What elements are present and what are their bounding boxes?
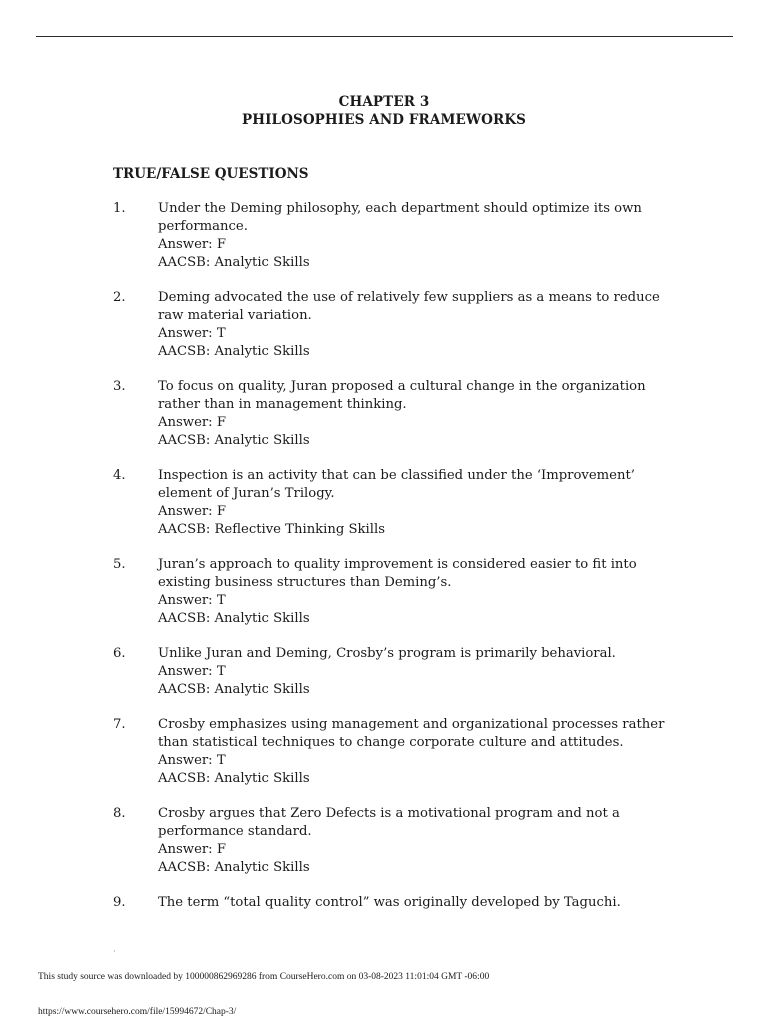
question-aacsb: AACSB: Reflective Thinking Skills — [158, 522, 385, 537]
question-number: 6. — [113, 646, 126, 661]
chapter-title: PHILOSOPHIES AND FRAMEWORKS — [242, 112, 526, 128]
question-list — [113, 200, 673, 929]
question-item — [113, 467, 673, 539]
question-number: 2. — [113, 290, 126, 305]
question-number: 5. — [113, 557, 126, 572]
question-answer: Answer: T — [158, 664, 226, 679]
question-text: Crosby argues that Zero Defects is a motivational program and not a performance standard. — [158, 806, 620, 839]
question-answer: Answer: F — [158, 237, 226, 252]
question-aacsb: AACSB: Analytic Skills — [158, 682, 310, 697]
question-number: 3. — [113, 379, 126, 394]
question-aacsb: AACSB: Analytic Skills — [158, 433, 310, 448]
question-item — [113, 645, 673, 699]
question-number: 9. — [113, 895, 126, 910]
question-number: 8. — [113, 806, 126, 821]
question-item — [113, 716, 673, 788]
question-aacsb: AACSB: Analytic Skills — [158, 611, 310, 626]
question-answer: Answer: T — [158, 593, 226, 608]
question-item — [113, 378, 673, 450]
question-aacsb: AACSB: Analytic Skills — [158, 344, 310, 359]
top-divider — [36, 36, 733, 37]
question-answer: Answer: T — [158, 326, 226, 341]
question-aacsb: AACSB: Analytic Skills — [158, 255, 310, 270]
question-answer: Answer: T — [158, 753, 226, 768]
question-item — [113, 200, 673, 272]
source-url: https://www.coursehero.com/file/15994672/Chap-3/ — [38, 1007, 237, 1017]
question-number: 1. — [113, 201, 126, 216]
question-text: Deming advocated the use of relatively few suppliers as a means to reduce raw material variation. — [158, 290, 660, 323]
question-aacsb: AACSB: Analytic Skills — [158, 860, 310, 875]
question-item — [113, 556, 673, 628]
question-text: Unlike Juran and Deming, Crosby’s program is primarily behavioral. — [158, 646, 616, 661]
question-item — [113, 894, 673, 912]
chapter-number: CHAPTER 3 — [338, 94, 430, 110]
question-number: 7. — [113, 717, 126, 732]
page-mark: · — [113, 947, 116, 956]
section-heading: TRUE/FALSE QUESTIONS — [113, 166, 309, 182]
question-text: Under the Deming philosophy, each department should optimize its own performance. — [158, 201, 642, 234]
question-item — [113, 289, 673, 361]
question-answer: Answer: F — [158, 415, 226, 430]
question-number: 4. — [113, 468, 126, 483]
download-source-note: This study source was downloaded by 100000862969286 from CourseHero.com on 03-08-2023 11:01:04 GMT -06:00 — [38, 972, 490, 982]
question-text: To focus on quality, Juran proposed a cultural change in the organization rather than in management thinking. — [158, 379, 646, 412]
question-answer: Answer: F — [158, 504, 226, 519]
question-aacsb: AACSB: Analytic Skills — [158, 771, 310, 786]
question-text: Crosby emphasizes using management and organizational processes rather than statistical techniques to change corporate culture and attitudes. — [158, 717, 665, 750]
question-answer: Answer: F — [158, 842, 226, 857]
question-item — [113, 805, 673, 877]
question-text: Juran’s approach to quality improvement is considered easier to fit into existing business structures than Deming’s. — [158, 557, 637, 590]
chapter-header — [0, 93, 768, 129]
question-text: Inspection is an activity that can be classified under the ‘Improvement’ element of Juran’s Trilogy. — [158, 468, 635, 501]
question-text: The term “total quality control” was originally developed by Taguchi. — [158, 895, 621, 910]
